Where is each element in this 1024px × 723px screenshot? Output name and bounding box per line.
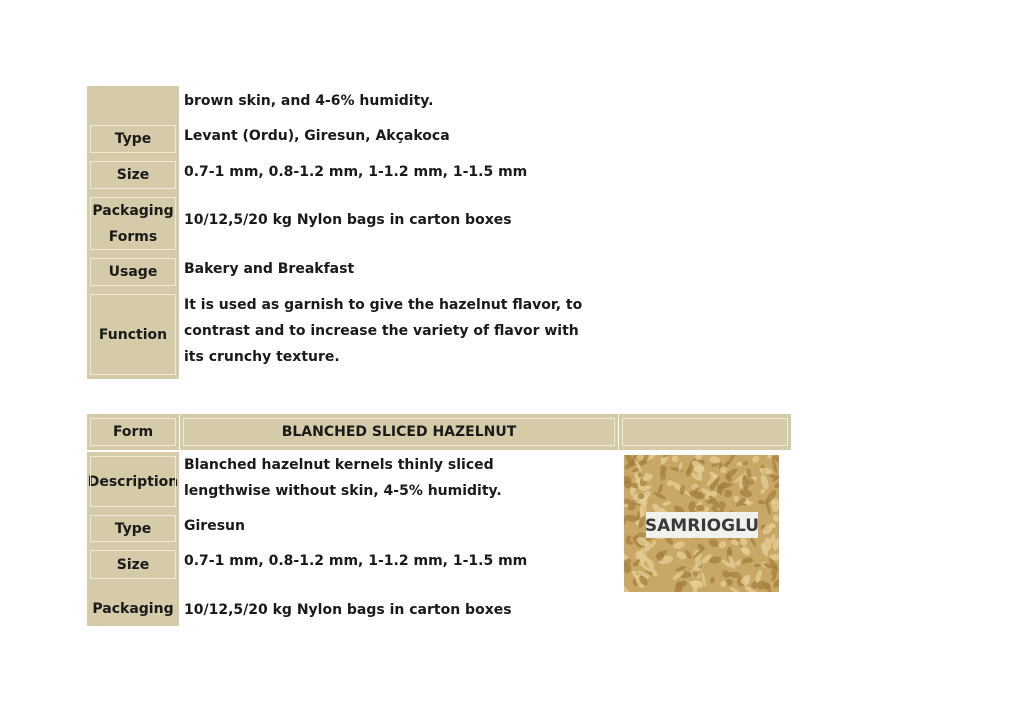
row-value: brown skin, and 4-6% humidity. [184, 93, 434, 109]
row-value-packaging: 10/12,5/20 kg Nylon bags in carton boxes [184, 602, 512, 618]
row-value-packaging-forms: 10/12,5/20 kg Nylon bags in carton boxes [184, 212, 512, 228]
row-value-type: Levant (Ordu), Giresun, Akçakoca [184, 128, 450, 144]
row-label-packaging-forms: Packaging Forms [87, 193, 179, 254]
row-label-empty [87, 86, 179, 121]
row-label-type: Type [87, 121, 179, 157]
row-value-type: Giresun [184, 518, 245, 534]
row-label-type: Type [87, 511, 179, 546]
hazelnut-product-image [624, 455, 779, 592]
header-empty-cell [619, 414, 791, 450]
row-label-packaging: Packaging [87, 583, 179, 626]
header-label-form: Form [87, 414, 179, 450]
row-label-description: Description [87, 452, 179, 511]
watermark-label: SAMRIOGLU [644, 516, 760, 536]
row-label-usage: Usage [87, 254, 179, 290]
row-value-size: 0.7-1 mm, 0.8-1.2 mm, 1-1.2 mm, 1-1.5 mm [184, 553, 528, 569]
row-value-description: Blanched hazelnut kernels thinly sliced lengthwise without skin, 4-5% humidity. [184, 457, 502, 499]
row-label-function: Function [87, 290, 179, 379]
header-value-form: BLANCHED SLICED HAZELNUT [180, 414, 618, 450]
row-label-size: Size [87, 546, 179, 583]
row-value-usage: Bakery and Breakfast [184, 261, 355, 277]
row-label-size: Size [87, 157, 179, 193]
row-value-size: 0.7-1 mm, 0.8-1.2 mm, 1-1.2 mm, 1-1.5 mm [184, 164, 528, 180]
row-value-function: It is used as garnish to give the hazelnut flavor, to contrast and to increase the variety of flavor with its crunchy texture. [184, 297, 583, 365]
